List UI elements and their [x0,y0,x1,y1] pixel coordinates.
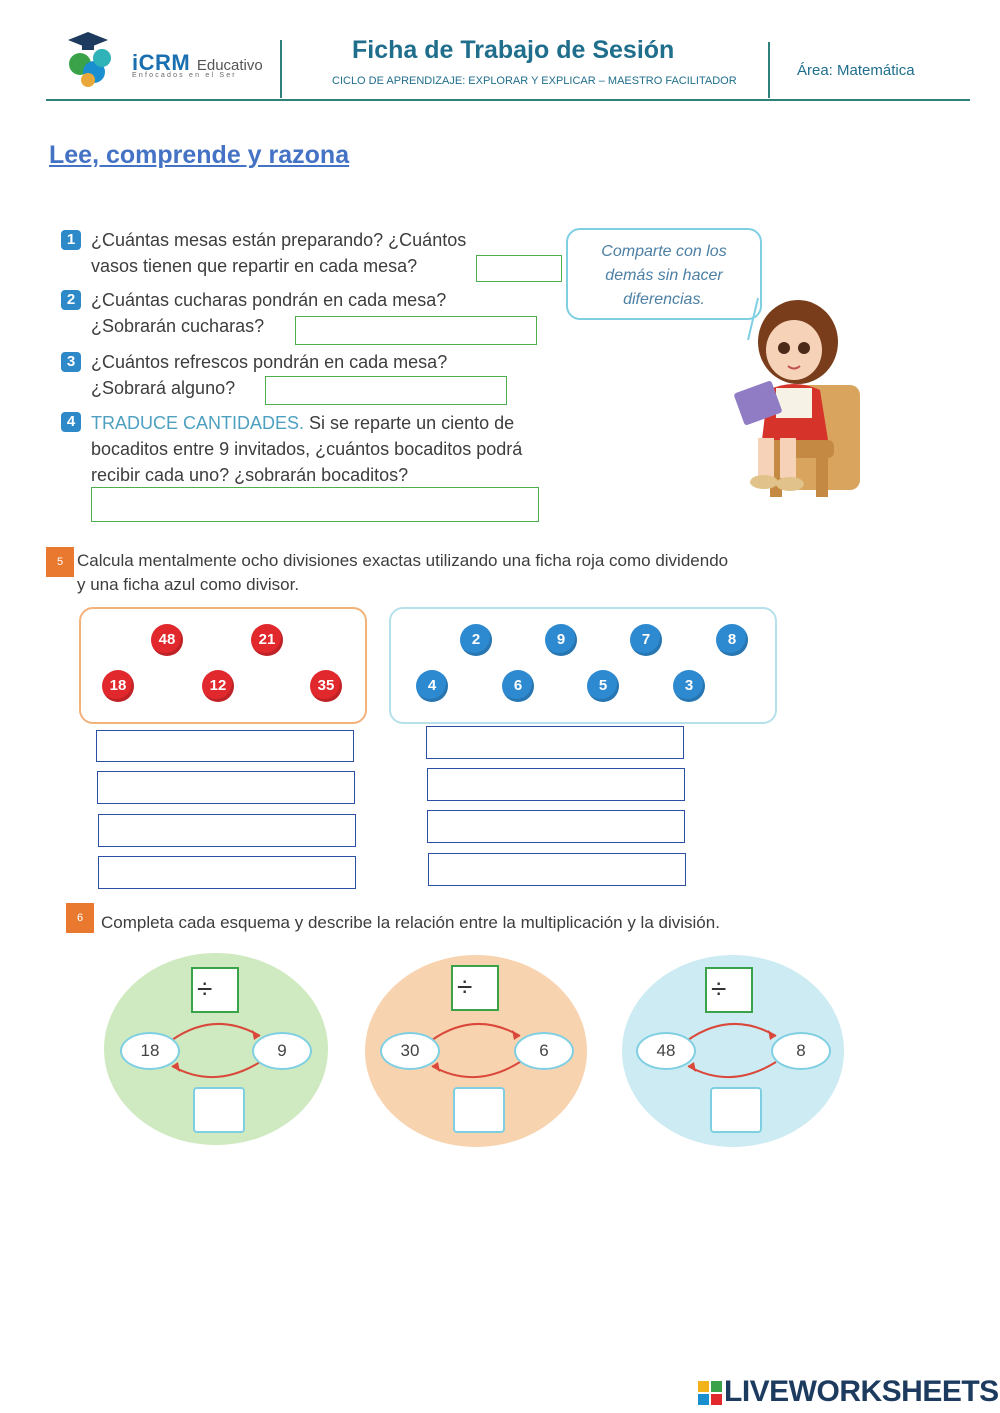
section-6-instructions: Completa cada esquema y describe la relación entre la multiplicación y la división. [101,913,720,932]
blue-chip[interactable]: 3 [673,670,705,702]
blue-chip[interactable]: 2 [460,624,492,656]
blue-chips-panel [389,607,777,724]
division-operator-slot[interactable]: ÷ [451,965,499,1011]
scheme-result-slot[interactable] [710,1087,762,1133]
subject-area: Área: Matemática [797,62,915,79]
division-answer-box[interactable] [427,810,685,843]
speech-bubble: Comparte con los demás sin hacer diferencias. [566,228,762,320]
blue-chip[interactable]: 7 [630,624,662,656]
division-operator-slot[interactable]: ÷ [705,967,753,1013]
header-divider [280,40,282,98]
blue-chip[interactable]: 4 [416,670,448,702]
scheme-number-right: 6 [514,1032,574,1070]
scheme-number-left: 48 [636,1032,696,1070]
girl-reading-illustration [720,290,870,505]
question-number-2: 2 [61,290,81,310]
division-operator-slot[interactable]: ÷ [191,967,239,1013]
scheme-result-slot[interactable] [193,1087,245,1133]
blue-chip[interactable]: 6 [502,670,534,702]
question-number-3: 3 [61,352,81,372]
blue-chip[interactable]: 9 [545,624,577,656]
liveworksheets-brand: LIVEWORKSHEETS [724,1375,999,1408]
division-answer-box[interactable] [427,768,685,801]
section-6-number: 6 [66,903,94,933]
red-chip[interactable]: 48 [151,624,183,656]
blue-chip[interactable]: 8 [716,624,748,656]
red-chip[interactable]: 35 [310,670,342,702]
red-chips-panel [79,607,367,724]
section-heading: Lee, comprende y razona [49,141,350,169]
question-number-4: 4 [61,412,81,432]
header-rule [46,99,970,101]
division-answer-box[interactable] [96,730,354,762]
blue-chip[interactable]: 5 [587,670,619,702]
question-4-label: TRADUCE CANTIDADES. [91,413,305,433]
division-answer-box[interactable] [98,856,356,889]
answer-box-1[interactable] [476,255,562,282]
division-answer-box[interactable] [428,853,686,886]
document-subtitle: CICLO DE APRENDIZAJE: EXPLORAR Y EXPLICAR – MAESTRO FACILITADOR [332,75,737,87]
section-5-number: 5 [46,547,74,577]
document-title: Ficha de Trabajo de Sesión [352,36,675,64]
question-number-1: 1 [61,230,81,250]
scheme-number-left: 18 [120,1032,180,1070]
scheme-number-right: 8 [771,1032,831,1070]
division-answer-box[interactable] [97,771,355,804]
red-chip[interactable]: 21 [251,624,283,656]
answer-box-4[interactable] [91,487,539,522]
question-4-text: TRADUCE CANTIDADES. Si se reparte un ciento de bocaditos entre 9 invitados, ¿cuántos bocaditos podrá recibir cada uno? ¿sobrarán bocaditos? [91,413,523,485]
logo-tagline: Enfocados en el Ser [132,72,237,79]
logo-icon [60,26,130,92]
answer-box-2[interactable] [295,316,537,345]
section-5-instructions: Calcula mentalmente ocho divisiones exactas utilizando una ficha roja como dividendo y una ficha azul como divisor. [77,551,729,594]
answer-box-3[interactable] [265,376,507,405]
header [0,0,1000,102]
logo-brand: iCRM Educativo [132,50,263,75]
scheme-number-right: 9 [252,1032,312,1070]
red-chip[interactable]: 12 [202,670,234,702]
division-answer-box[interactable] [426,726,684,759]
question-3-text: ¿Cuántos refrescos pondrán en cada mesa? ¿Sobrará alguno? [91,352,448,398]
scheme-result-slot[interactable] [453,1087,505,1133]
division-answer-box[interactable] [98,814,356,847]
scheme-number-left: 30 [380,1032,440,1070]
header-divider [768,42,770,98]
red-chip[interactable]: 18 [102,670,134,702]
question-1-text: ¿Cuántas mesas están preparando? ¿Cuántos vasos tienen que repartir en cada mesa? [91,230,467,276]
liveworksheets-logo-icon [698,1381,722,1405]
question-2-text: ¿Cuántas cucharas pondrán en cada mesa? ¿Sobrarán cucharas? [91,290,447,336]
